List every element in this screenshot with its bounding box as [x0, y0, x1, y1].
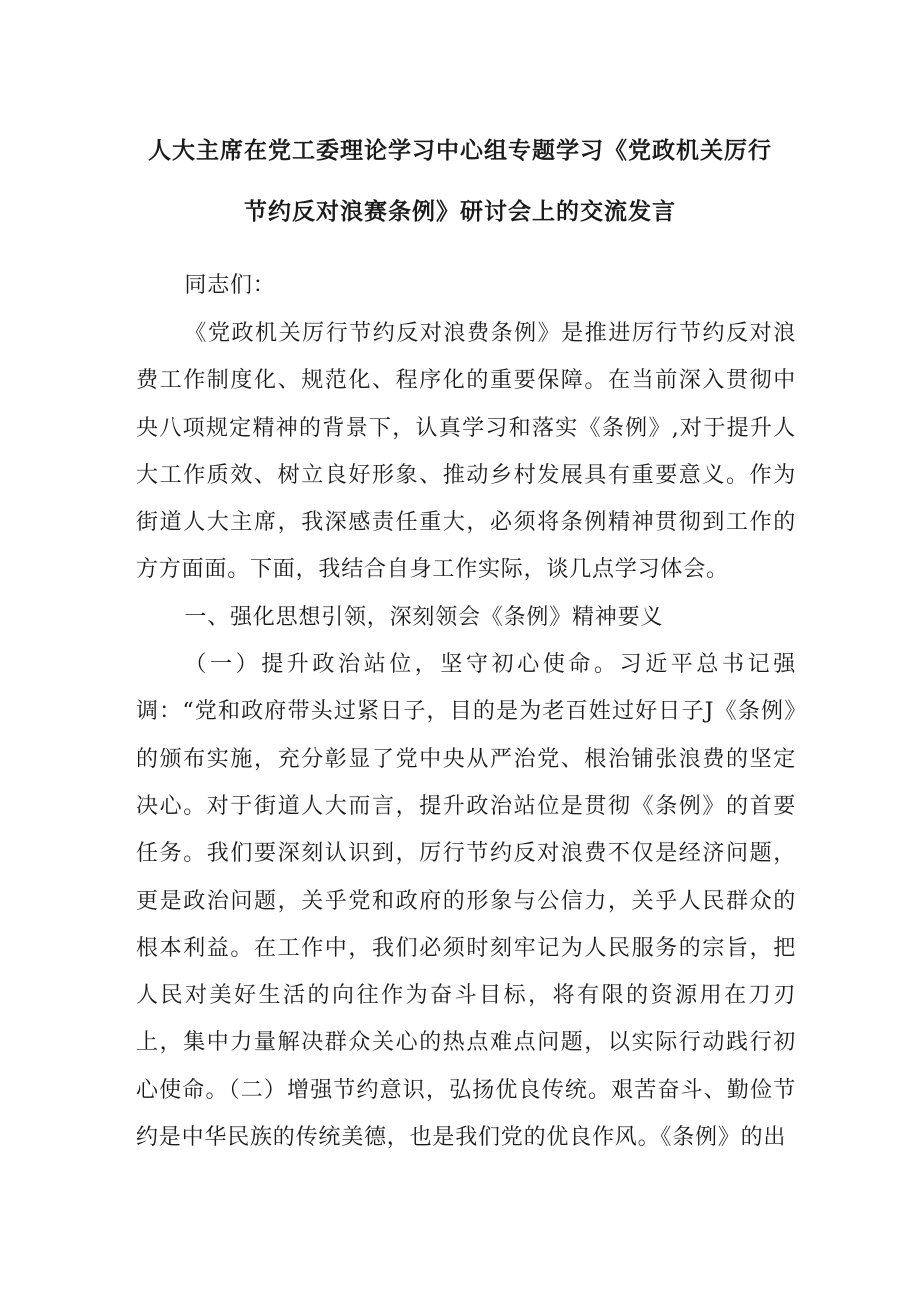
paragraph-intro: 《党政机关厉行节约反对浪费条例》是推进厉行节约反对浪费工作制度化、规范化、程序化的重要保障。在当前深入贯彻中央八项规定精神的背景下，认真学习和落实《条例》,对于提升人大工作质效、树立良好形象、推动乡村发展具有重要意义。作为街道人大主席，我深感责任重大，必须将条例精神贯彻到工作的方方面面。下面，我结合自身工作实际，谈几点学习体会。: [136, 321, 796, 583]
salutation-text: 同志们：: [184, 273, 276, 298]
document-title-line-1: 人大主席在党工委理论学习中心组专题学习《党政机关厉行: [148, 138, 772, 164]
paragraph-section-1: （一）提升政治站位，坚守初心使命。习近平总书记强调：“党和政府带头过紧日子，目的是为老百姓过好日子J《条例》的颁布实施，充分彰显了党中央从严治党、根治铺张浪费的坚定决心。对于街道人大而言，提升政治站位是贯彻《条例》的首要任务。我们要深刻认识到，厉行节约反对浪费不仅是经济问题，更是政治问题，关乎党和政府的形象与公信力，关乎人民群众的根本利益。在工作中，我们必须时刻牢记为人民服务的宗旨，把人民对美好生活的向往作为奋斗目标，将有限的资源用在刀刃上，集中力量解决群众关心的热点难点问题，以实际行动践行初心使命。（二）增强节约意识，弘扬优良传统。艰苦奋斗、勤俭节约是中华民族的传统美德，也是我们党的优良作风。《条例》的出: [136, 652, 796, 1151]
section-heading-1: 一、强化思想引领，深刻领会《条例》精神要义: [184, 604, 664, 630]
salutation: [136, 262, 796, 309]
document-title-line-2: 节约反对浪赛条例》研讨会上的交流发言: [244, 199, 676, 225]
document-body: [136, 310, 796, 1161]
